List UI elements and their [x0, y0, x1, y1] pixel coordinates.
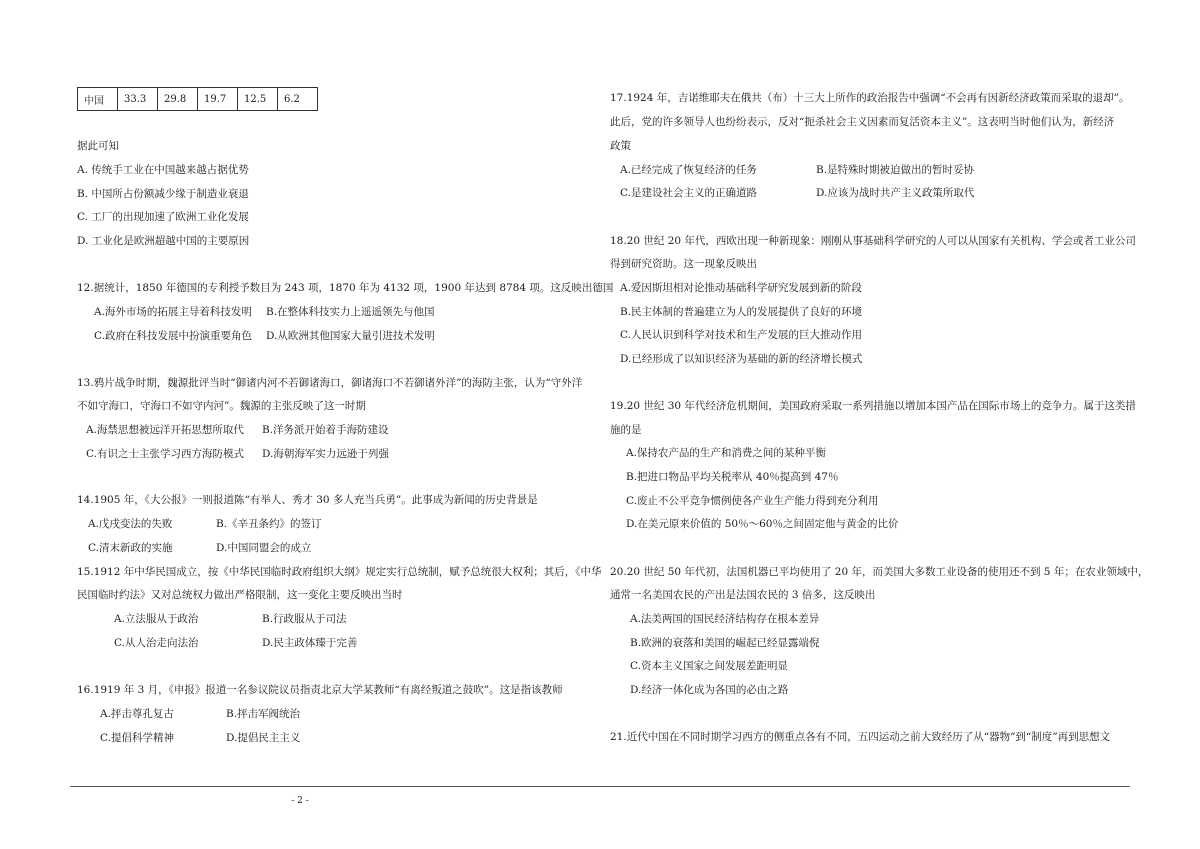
q14-option-c: C.清末新政的实施	[88, 542, 173, 554]
q20-stem-line2: 通常一名美国农民的产出是法国农民的 3 倍多，这反映出	[610, 589, 876, 601]
q19-stem-line1: 19.20 世纪 30 年代经济危机期间，美国政府采取一系列措施以增加本国产品在国际市场上的竞争力。属于这类措	[610, 400, 1136, 412]
q18-option-d: D.已经形成了以知识经济为基础的新的经济增长模式	[620, 353, 863, 365]
table-row	[78, 88, 318, 111]
q18-option-c: C.人民认识到科学对技术和生产发展的巨大推动作用	[620, 329, 862, 341]
q18-option-a: A.爱因斯坦相对论推动基础科学研究发展到新的阶段	[620, 282, 862, 294]
table-cell: 12.5	[238, 88, 278, 111]
q20-option-b: B.欧洲的衰落和美国的崛起已经显露端倪	[630, 637, 820, 649]
q19-option-d: D.在美元原来价值的 50％～60％之间固定他与黄金的比价	[626, 518, 899, 530]
q17-stem-line3: 政策	[610, 140, 631, 152]
q18-stem-line1: 18.20 世纪 20 年代，西欧出现一种新现象：刚刚从事基础科学研究的人可以从国家有关机构、学会或者工业公司	[610, 235, 1136, 247]
q14-option-b: B.《辛丑条约》的签订	[216, 518, 322, 530]
q12-option-a: A.海外市场的拓展主导着科技发明	[94, 306, 252, 318]
q16-option-b: B.抨击军阀统治	[226, 708, 301, 720]
q17-option-a: A.已经完成了恢复经济的任务	[620, 164, 757, 176]
footer-divider	[70, 786, 1130, 787]
q17-stem-line1: 17.1924 年，吉诺维耶夫在俄共（布）十三大上所作的政治报告中强调“不会再有因新经济政策而采取的退却”。	[610, 92, 1130, 104]
q19-stem-line2: 施的是	[610, 424, 642, 436]
q17-stem-line2: 此后，党的许多领导人也纷纷表示，反对“扼杀社会主义因素而复活资本主义”。这表明当时他们认为，新经济	[610, 116, 1115, 128]
q15-option-d: D.民主政体臻于完善	[262, 637, 358, 649]
q13-stem-line2: 不如守海口，守海口不如守内河”。魏源的主张反映了这一时期	[77, 400, 366, 412]
table-cell: 33.3	[118, 88, 158, 111]
q13-option-d: D.海朝海军实力远逊于列强	[262, 448, 389, 460]
q15-stem-line1: 15.1912 年中华民国成立，按《中华民国临时政府组织大纲》规定实行总统制，赋予总统很大权利；其后，《中华	[77, 566, 602, 578]
q11-option-d: D. 工业化是欧洲超越中国的主要原因	[77, 235, 250, 247]
q14-option-d: D.中国同盟会的成立	[216, 542, 312, 554]
q12-option-b: B.在整体科技实力上遥遥领先与他国	[266, 306, 435, 318]
q17-option-d: D.应该为战时共产主义政策所取代	[816, 187, 975, 199]
q20-option-a: A.法美两国的国民经济结构存在根本差异	[630, 613, 820, 625]
q17-option-b: B.是特殊时期被迫做出的暂时妥协	[816, 164, 975, 176]
q19-option-c: C.废止不公平竞争惯例使各产业生产能力得到充分利用	[626, 495, 879, 507]
q13-stem-line1: 13.鸦片战争时期，魏源批评当时“御诸内河不若御诸海口，御诸海口不若御诸外洋”的海防主张，认为“守外洋	[77, 377, 583, 389]
q17-option-c: C.是建设社会主义的正确道路	[620, 187, 757, 199]
q14-stem: 14.1905 年，《大公报》一则报道陈“有举人、秀才 30 多人充当兵勇”。此事成为新闻的历史背景是	[77, 494, 538, 506]
q20-option-d: D.经济一体化成为各国的必由之路	[630, 684, 789, 696]
q12-option-d: D.从欧洲其他国家大量引进技术发明	[266, 330, 435, 342]
q16-option-c: C.提倡科学精神	[100, 732, 174, 744]
data-table	[77, 87, 318, 111]
q11-option-a: A. 传统手工业在中国越来越占据优势	[77, 164, 249, 176]
intro-text: 据此可知	[77, 140, 119, 152]
q18-option-b: B.民主体制的普遍建立为人的发展提供了良好的环境	[620, 306, 863, 318]
page-number: - 2 -	[291, 796, 309, 806]
q11-option-c: C. 工厂的出现加速了欧洲工业化发展	[77, 211, 249, 223]
q15-stem-line2: 民国临时约法》又对总统权力做出严格限制，这一变化主要反映出当时	[77, 589, 403, 601]
q16-option-a: A.抨击尊孔复古	[100, 708, 174, 720]
table-cell: 19.7	[198, 88, 238, 111]
q13-option-a: A.海禁思想被远洋开拓思想所取代	[86, 424, 244, 436]
q20-option-c: C.资本主义国家之间发展差距明显	[630, 660, 788, 672]
q11-option-b: B. 中国所占份额减少缘于制造业衰退	[77, 188, 249, 200]
q20-stem-line1: 20.20 世纪 50 年代初，法国机器已平均使用了 20 年，而美国大多数工业设备的使用还不到 5 年；在农业领域中，	[610, 566, 1149, 578]
q21-stem-line1: 21.近代中国在不同时期学习西方的侧重点各有不同，五四运动之前大致经历了从“器物”到“制度”再到思想文	[610, 731, 1111, 743]
q18-stem-line2: 得到研究资助。这一现象反映出	[610, 258, 757, 270]
table-cell: 中国	[78, 88, 118, 111]
table-cell: 6.2	[278, 88, 318, 111]
q16-option-d: D.提倡民主主义	[226, 732, 301, 744]
q15-option-b: B.行政服从于司法	[262, 613, 347, 625]
q16-stem: 16.1919 年 3 月，《申报》报道一名参议院议员指责北京大学某教师“有离经叛道之鼓吹”。这是指该教师	[77, 684, 563, 696]
q13-option-b: B.洋务派开始着手海防建设	[262, 424, 389, 436]
q15-option-c: C.从人治走向法治	[114, 637, 199, 649]
q14-option-a: A.戊戌变法的失败	[88, 518, 173, 530]
q12-option-c: C.政府在科技发展中扮演重要角色	[94, 330, 252, 342]
q12-stem: 12.据统计，1850 年德国的专利授予数目为 243 项，1870 年为 4132 项，1900 年达到 8784 项。这反映出德国	[77, 282, 614, 294]
q19-option-a: A.保持农产品的生产和消费之间的某种平衡	[626, 447, 826, 459]
table-cell: 29.8	[158, 88, 198, 111]
q19-option-b: B.把进口物品平均关税率从 40％提高到 47％	[626, 471, 839, 483]
q15-option-a: A.立法服从于政治	[114, 613, 199, 625]
q13-option-c: C.有识之士主张学习西方海防模式	[86, 448, 244, 460]
